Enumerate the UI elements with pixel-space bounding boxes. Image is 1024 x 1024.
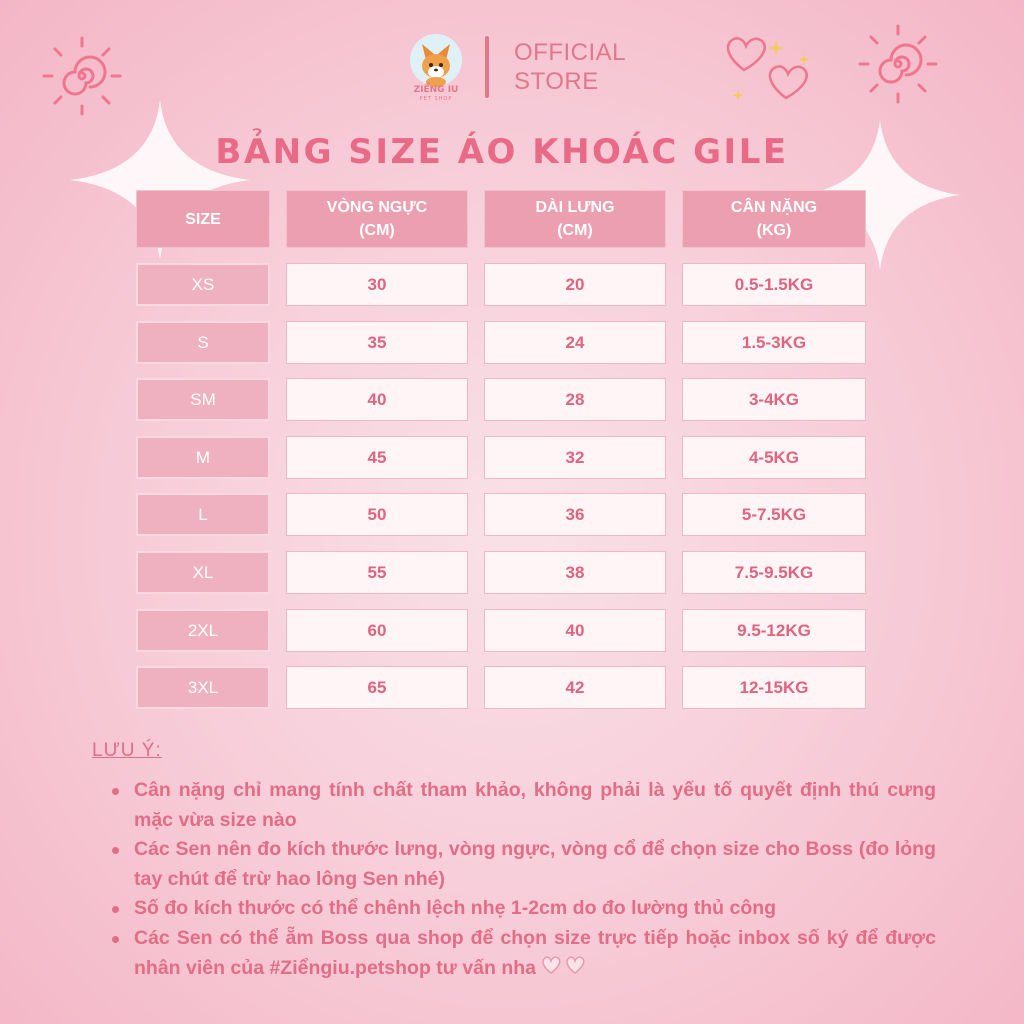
size-label-cell: L — [136, 493, 270, 536]
note-item: Cân nặng chỉ mang tính chất tham khảo, không phải là yếu tố quyết định thú cưng mặc vừa size nào — [134, 776, 936, 835]
notes-list — [92, 776, 936, 985]
weight-cell: 12-15KG — [682, 666, 866, 709]
sun-spiral-icon — [856, 22, 940, 106]
page-title: BẢNG SIZE ÁO KHOÁC GILE — [215, 132, 789, 172]
weight-cell: 1.5-3KG — [682, 321, 866, 364]
sun-spiral-icon — [40, 34, 124, 118]
size-label-cell: SM — [136, 378, 270, 421]
back-length-cell: 42 — [484, 666, 666, 709]
weight-cell: 9.5-12KG — [682, 609, 866, 652]
note-item: Các Sen nên đo kích thước lưng, vòng ngực, vòng cổ để chọn size cho Boss (đo lỏng tay chút để trừ hao lông Sen nhé) — [134, 835, 936, 894]
header-weight — [682, 190, 866, 248]
logo-sub: PET SHOP — [419, 96, 453, 102]
back-length-cell: 38 — [484, 551, 666, 594]
note-item: Số đo kích thước có thể chênh lệch nhẹ 1-2cm do đo lường thủ công — [134, 894, 936, 924]
chest-cell: 50 — [286, 493, 468, 536]
heart-icon — [718, 30, 818, 110]
weight-cell: 0.5-1.5KG — [682, 263, 866, 306]
back-length-cell: 40 — [484, 609, 666, 652]
header-label: DÀI LƯNG — [535, 199, 615, 216]
header-unit: (CM) — [359, 222, 395, 239]
size-label-cell: 2XL — [136, 609, 270, 652]
official-store-label — [514, 38, 626, 96]
header-unit: (KG) — [756, 222, 792, 239]
chest-cell: 40 — [286, 378, 468, 421]
logo-name: ZIỂNG IU — [413, 85, 459, 95]
heart-icon — [540, 953, 588, 985]
weight-cell: 4-5KG — [682, 436, 866, 479]
back-length-cell: 32 — [484, 436, 666, 479]
header-divider — [485, 36, 489, 98]
back-length-cell: 28 — [484, 378, 666, 421]
header-chest — [286, 190, 468, 248]
weight-cell: 5-7.5KG — [682, 493, 866, 536]
header-unit: (CM) — [557, 222, 593, 239]
chest-cell: 55 — [286, 551, 468, 594]
weight-cell: 7.5-9.5KG — [682, 551, 866, 594]
note-item — [134, 924, 936, 985]
size-label-cell: S — [136, 321, 270, 364]
note-item-text: Các Sen có thể ẵm Boss qua shop để chọn size trực tiếp hoặc inbox số ký để được nhân viên của #Ziểngiu.petshop tư vấn nha — [134, 926, 936, 979]
header-label: VÒNG NGỰC — [326, 199, 428, 216]
official-line-1: OFFICIAL — [514, 39, 627, 66]
header-size — [136, 190, 270, 248]
official-line-2: STORE — [514, 68, 599, 95]
size-label-cell: M — [136, 436, 270, 479]
size-label-cell: XL — [136, 551, 270, 594]
header-label: SIZE — [185, 210, 221, 228]
size-label-cell: 3XL — [136, 666, 270, 709]
back-length-cell: 24 — [484, 321, 666, 364]
header-label: CÂN NẶNG — [730, 199, 818, 216]
chest-cell: 60 — [286, 609, 468, 652]
size-label-cell: XS — [136, 263, 270, 306]
weight-cell: 3-4KG — [682, 378, 866, 421]
chest-cell: 30 — [286, 263, 468, 306]
chest-cell: 45 — [286, 436, 468, 479]
header-back-length — [484, 190, 666, 248]
chest-cell: 35 — [286, 321, 468, 364]
notes-title: LƯU Ý: — [92, 740, 162, 761]
chest-cell: 65 — [286, 666, 468, 709]
back-length-cell: 36 — [484, 493, 666, 536]
back-length-cell: 20 — [484, 263, 666, 306]
